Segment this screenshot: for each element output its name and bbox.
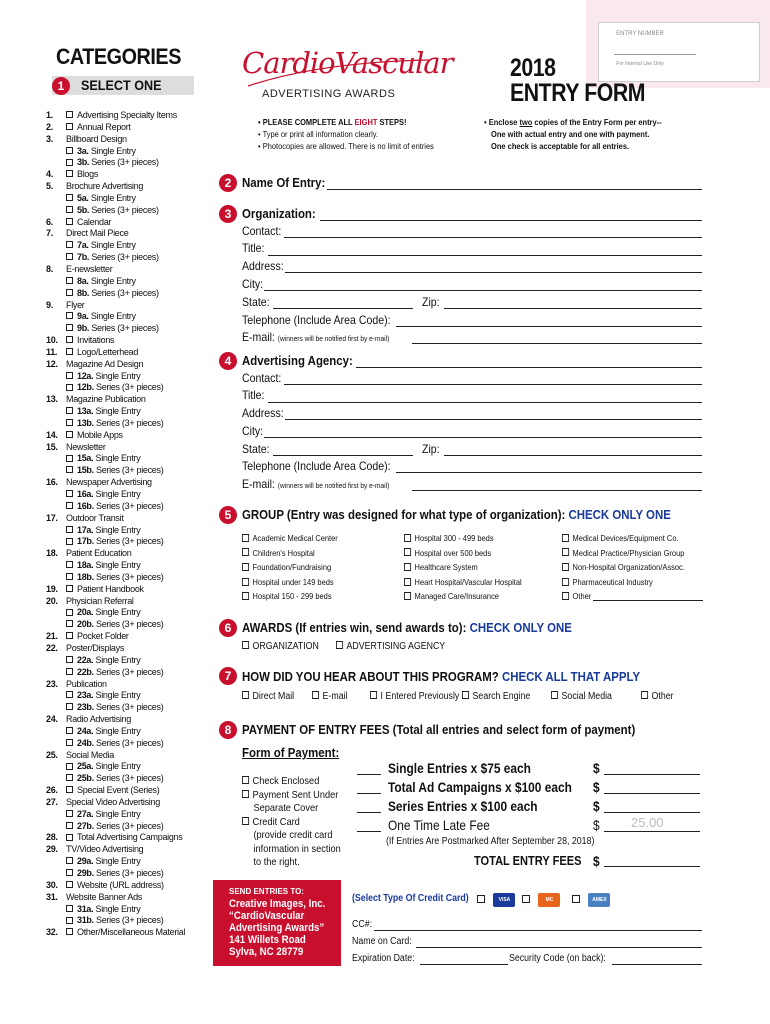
step-2-badge: 2 [219,174,237,192]
step-6-badge: 6 [219,619,237,637]
category-item: 24. Radio Advertising [46,714,131,725]
category-checkbox[interactable] [66,632,73,639]
category-item: 9. Flyer [46,299,85,310]
agency-address-field[interactable] [285,419,702,420]
agency-title-field[interactable] [268,402,702,403]
category-checkbox[interactable] [66,786,73,793]
form-title: ENTRY FORM [510,79,646,107]
agency-zip-label: Zip: [422,442,440,456]
category-item: 7. Direct Mail Piece [46,228,129,239]
category-checkbox[interactable] [66,348,73,355]
category-sub-item[interactable]: 9a. Single Entry [46,311,206,323]
group-checkbox[interactable] [562,578,569,586]
payment-options: Check Enclosed Payment Sent Under Separate Cover Credit Card (provide credit card information in section to the right. [242,775,341,870]
category-sub-item[interactable]: 18b. Series (3+ pieces) [46,572,206,584]
category-checkbox[interactable] [66,123,73,130]
category-sub-checkbox[interactable] [66,869,73,876]
payment-label: PAYMENT OF ENTRY FEES (Total all entries and select form of payment) [242,722,636,737]
amex-icon: AMEX [588,893,610,907]
category-item[interactable]: 19. Patient Handbook [46,583,144,594]
group-checkbox[interactable] [562,534,569,542]
group-option[interactable]: Managed Care/Insurance [404,589,522,604]
category-checkbox[interactable] [66,336,73,343]
other-checkbox[interactable] [641,691,648,699]
category-item: 17. Outdoor Transit [46,512,124,523]
visa-checkbox[interactable] [477,895,485,903]
category-checkbox[interactable] [66,170,73,177]
category-sub-item[interactable]: 22b. Series (3+ pieces) [46,667,206,679]
agency-state-field[interactable] [273,455,413,456]
entered-previously-checkbox[interactable] [370,691,377,699]
series-dollar: $ [593,798,600,814]
agency-field[interactable] [356,367,702,368]
category-sub-item[interactable]: 13a. Single Entry [46,406,206,418]
category-checkbox[interactable] [66,585,73,592]
category-sub-item[interactable]: 24a. Single Entry [46,726,206,738]
category-item: 18. Patient Education [46,548,132,559]
category-sub-checkbox[interactable] [66,490,73,497]
category-sub-checkbox[interactable] [66,822,73,829]
category-item: 12. Magazine Ad Design [46,358,144,369]
org-address-field[interactable] [285,272,702,273]
cc-number-label: CC#: [352,919,373,930]
category-item: 8. E-newsletter [46,263,113,274]
category-item: 31. Website Banner Ads [46,891,142,902]
organization-label: Organization: [242,206,316,221]
send-title: SEND ENTRIES TO: [229,887,304,896]
category-sub-item[interactable]: 16b. Series (3+ pieces) [46,501,206,513]
entry-name-label: Name Of Entry: [242,175,326,190]
entry-number-field[interactable] [614,54,696,55]
single-entries-label: Single Entries x $75 each [388,760,531,776]
category-item: 5. Brochure Advertising [46,181,144,192]
org-contact-label: Contact: [242,224,282,238]
pay-check-checkbox[interactable] [242,776,249,784]
name-on-card-label: Name on Card: [352,936,412,947]
group-checkbox[interactable] [562,563,569,571]
category-sub-item[interactable]: 5b. Series (3+ pieces) [46,205,206,217]
search-engine-checkbox[interactable] [462,691,469,699]
category-sub-checkbox[interactable] [66,538,73,545]
org-contact-field[interactable] [284,237,702,238]
org-city-field[interactable] [264,290,702,291]
agency-address-label: Address: [242,406,284,420]
group-checkbox[interactable] [242,563,249,571]
logo-subtitle: ADVERTISING AWARDS [262,88,396,100]
group-checkbox[interactable] [242,578,249,586]
total-amount-field[interactable] [604,866,700,867]
group-checkbox[interactable] [242,548,249,556]
select-one-label: SELECT ONE [81,77,162,93]
category-item[interactable]: 4. Blogs [46,169,99,180]
pay-sent-checkbox[interactable] [242,790,249,798]
entry-number-label: ENTRY NUMBER [616,31,664,37]
agency-contact-field[interactable] [284,384,702,385]
pay-sent-option[interactable]: Payment Sent Under [242,789,341,803]
category-sub-item[interactable]: 15b. Series (3+ pieces) [46,465,206,477]
category-item: 27. Special Video Advertising [46,796,160,807]
group-option[interactable]: Other [562,589,685,604]
single-qty-field[interactable] [357,774,381,775]
security-code-label: Security Code (on back): [509,953,606,964]
category-item: 16. Newspaper Advertising [46,477,152,488]
org-email-field[interactable] [412,343,702,344]
pay-check-option[interactable]: Check Enclosed [242,775,341,789]
social-media-checkbox[interactable] [551,691,558,699]
group-checkbox[interactable] [562,548,569,556]
category-item[interactable]: 32. Other/Miscellaneous Material [46,927,186,938]
agency-zip-field[interactable] [444,455,702,456]
agency-city-label: City: [242,424,264,438]
step-1-badge: 1 [52,77,70,95]
category-sub-checkbox[interactable] [66,668,73,675]
group-checkbox[interactable] [404,534,411,542]
category-sub-checkbox[interactable] [66,407,73,414]
group-checkbox[interactable] [404,578,411,586]
category-item: 29. TV/Video Advertising [46,844,144,855]
category-sub-checkbox[interactable] [66,289,73,296]
category-sub-checkbox[interactable] [66,419,73,426]
category-sub-item[interactable]: 25b. Series (3+ pieces) [46,773,206,785]
category-sub-item[interactable]: 3a. Single Entry [46,146,206,158]
category-item: 22. Poster/Displays [46,642,125,653]
category-item[interactable]: 26. Special Event (Series) [46,785,160,796]
group-option[interactable]: Hospital 300 - 499 beds [404,531,522,546]
step-8-badge: 8 [219,721,237,739]
award-option-organization[interactable]: ORGANIZATION [242,641,319,652]
category-sub-item[interactable]: 9b. Series (3+ pieces) [46,323,206,335]
category-item[interactable]: 1. Advertising Specialty Items [46,110,177,120]
late-fee-amount: 25.00 [631,815,664,830]
name-on-card-field[interactable] [416,947,702,948]
step-5-badge: 5 [219,506,237,524]
agency-contact-label: Contact: [242,371,282,385]
pay-credit-option[interactable]: Credit Card [242,816,341,830]
category-sub-checkbox[interactable] [66,277,73,284]
org-zip-label: Zip: [422,295,440,309]
group-checkbox[interactable] [404,563,411,571]
entry-name-field[interactable] [327,189,702,190]
org-title-label: Title: [242,241,265,255]
category-sub-item[interactable]: 15a. Single Entry [46,453,206,465]
category-sub-item[interactable]: 17b. Series (3+ pieces) [46,536,206,548]
category-item[interactable]: 6. Calendar [46,216,112,227]
category-sub-item[interactable]: 25a. Single Entry [46,761,206,773]
pay-credit-checkbox[interactable] [242,817,249,825]
email-checkbox[interactable] [312,691,319,699]
category-sub-item[interactable]: 3b. Series (3+ pieces) [46,157,206,169]
category-sub-checkbox[interactable] [66,502,73,509]
hear-label: HOW DID YOU HEAR ABOUT THIS PROGRAM? CHECK ALL THAT APPLY [242,669,641,684]
category-sub-checkbox[interactable] [66,573,73,580]
hear-entered-previously[interactable]: I Entered Previously [370,691,459,702]
category-sub-checkbox[interactable] [66,466,73,473]
hear-other[interactable]: Other [641,691,674,702]
category-item: 3. Billboard Design [46,133,127,144]
late-fee-label: One Time Late Fee [388,817,490,833]
category-sub-checkbox[interactable] [66,455,73,462]
organization-checkbox[interactable] [242,641,249,649]
categories-title: CATEGORIES [56,44,181,69]
expiration-field[interactable] [420,964,508,965]
category-item: 13. Magazine Publication [46,394,146,405]
group-option[interactable]: Hospital under 149 beds [242,575,338,590]
category-sub-checkbox[interactable] [66,526,73,533]
send-address: Creative Images, Inc. “CardioVascular Advertising Awards” 141 Willets Road Sylva, NC 28779 [229,898,326,958]
security-code-field[interactable] [612,964,702,965]
category-checkbox[interactable] [66,431,73,438]
agency-email-field[interactable] [412,490,702,491]
category-sub-checkbox[interactable] [66,774,73,781]
category-sub-checkbox[interactable] [66,620,73,627]
step-4-badge: 4 [219,352,237,370]
category-sub-checkbox[interactable] [66,691,73,698]
category-sub-checkbox[interactable] [66,384,73,391]
category-sub-item[interactable]: 7b. Series (3+ pieces) [46,252,206,264]
category-checkbox[interactable] [66,881,73,888]
category-sub-checkbox[interactable] [66,857,73,864]
single-amount-field[interactable] [604,774,700,775]
logo-swoosh-icon [240,52,440,92]
category-sub-checkbox[interactable] [66,159,73,166]
card-amex-option[interactable] [572,891,610,909]
group-checkbox[interactable] [242,534,249,542]
category-sub-checkbox[interactable] [66,739,73,746]
category-sub-item[interactable]: 29a. Single Entry [46,856,206,868]
category-item: 15. Newsletter [46,441,106,452]
category-sub-item[interactable]: 31b. Series (3+ pieces) [46,915,206,927]
category-sub-item[interactable]: 18a. Single Entry [46,560,206,572]
group-option[interactable]: Children's Hospital [242,546,338,561]
campaign-dollar: $ [593,779,600,795]
category-sub-checkbox[interactable] [66,147,73,154]
card-type-label: (Select Type Of Credit Card) [352,893,469,904]
category-list [46,110,206,939]
category-sub-item[interactable]: 27b. Series (3+ pieces) [46,821,206,833]
agency-phone-field[interactable] [396,472,702,473]
total-dollar: $ [593,853,600,869]
late-fee-dollar: $ [593,817,600,833]
group-checkbox[interactable] [562,592,569,600]
category-sub-item[interactable]: 7a. Single Entry [46,240,206,252]
group-col-3 [562,531,685,604]
group-other-field[interactable] [593,600,703,601]
logo-part-2: Vascular [334,46,453,80]
category-sub-item[interactable]: 16a. Single Entry [46,489,206,501]
direct-mail-checkbox[interactable] [242,691,249,699]
org-phone-field[interactable] [396,326,702,327]
late-fee-amount-field[interactable] [604,831,700,832]
group-option[interactable]: Non-Hospital Organization/Assoc. [562,560,685,575]
agency-phone-label: Telephone (Include Area Code): [242,459,391,473]
group-option[interactable]: Medical Devices/Equipment Co. [562,531,685,546]
group-col-1 [242,531,338,604]
card-mc-option[interactable] [522,891,560,909]
awards-label: AWARDS (If entries win, send awards to): CHECK ONLY ONE [242,620,572,635]
category-sub-checkbox[interactable] [66,810,73,817]
award-option-agency[interactable]: ADVERTISING AGENCY [336,641,445,652]
org-state-field[interactable] [273,308,413,309]
org-email-label: E-mail: (winners will be notified first by e-mail) [242,330,390,344]
category-sub-checkbox[interactable] [66,917,73,924]
category-sub-item[interactable]: 8b. Series (3+ pieces) [46,288,206,300]
hear-email[interactable]: E-mail [312,691,348,702]
mastercard-checkbox[interactable] [522,895,530,903]
instructions-right: • Enclose two copies of the Entry Form per entry-- One with actual entry and one with payment. One check is acceptable for all entries. [484,117,662,151]
category-sub-item[interactable]: 29b. Series (3+ pieces) [46,868,206,880]
amex-checkbox[interactable] [572,895,580,903]
category-sub-item[interactable]: 8a. Single Entry [46,276,206,288]
group-col-2 [404,531,522,604]
hear-social-media[interactable]: Social Media [551,691,612,702]
group-option[interactable]: Pharmaceutical Industry [562,575,685,590]
category-sub-checkbox[interactable] [66,561,73,568]
cc-number-field[interactable] [374,930,702,931]
logo-part-1: Cardio [242,46,335,80]
category-sub-item[interactable]: 12a. Single Entry [46,371,206,383]
agency-label: Advertising Agency: [242,353,353,368]
group-option[interactable]: Foundation/Fundraising [242,560,338,575]
category-item: 20. Physician Referral [46,595,134,606]
group-option[interactable]: Healthcare System [404,560,522,575]
category-sub-checkbox[interactable] [66,905,73,912]
late-fee-qty-field[interactable] [357,831,381,832]
org-zip-field[interactable] [444,308,702,309]
category-sub-checkbox[interactable] [66,253,73,260]
series-amount-field[interactable] [604,812,700,813]
category-sub-checkbox[interactable] [66,763,73,770]
category-item[interactable]: 2. Annual Report [46,121,131,132]
category-item[interactable]: 11. Logo/Letterhead [46,346,139,357]
category-sub-item[interactable]: 27a. Single Entry [46,809,206,821]
step-7-badge: 7 [219,667,237,685]
category-checkbox[interactable] [66,111,73,118]
category-sub-checkbox[interactable] [66,656,73,663]
category-item: 23. Publication [46,678,107,689]
group-option[interactable]: Hospital 150 - 299 beds [242,589,338,604]
expiration-label: Expiration Date: [352,953,415,964]
agency-city-field[interactable] [264,437,702,438]
category-sub-item[interactable]: 13b. Series (3+ pieces) [46,418,206,430]
late-fee-note: (If Entries Are Postmarked After September 28, 2018) [386,836,595,847]
mastercard-icon: MC [538,893,560,907]
total-ad-campaigns-label: Total Ad Campaigns x $100 each [388,779,572,795]
category-sub-checkbox[interactable] [66,194,73,201]
group-option[interactable]: Academic Medical Center [242,531,338,546]
category-sub-checkbox[interactable] [66,609,73,616]
group-checkbox[interactable] [404,548,411,556]
org-state-label: State: [242,295,270,309]
category-sub-item[interactable]: 24b. Series (3+ pieces) [46,738,206,750]
category-checkbox[interactable] [66,928,73,935]
category-item[interactable]: 14. Mobile Apps [46,429,123,440]
agency-title-label: Title: [242,388,265,402]
category-sub-checkbox[interactable] [66,206,73,213]
category-sub-item[interactable]: 22a. Single Entry [46,655,206,667]
group-checkbox[interactable] [242,592,249,600]
single-dollar: $ [593,760,600,776]
instructions-left: • PLEASE COMPLETE ALL EIGHT STEPS! • Type or print all information clearly. • Photocopies are allowed. There is no limit of entries [258,117,434,151]
form-of-payment-label: Form of Payment: [242,745,340,760]
category-item[interactable]: 28. Total Advertising Campaigns [46,832,183,843]
agency-state-label: State: [242,442,270,456]
org-address-label: Address: [242,259,284,273]
group-option[interactable]: Medical Practice/Physician Group [562,546,685,561]
org-phone-label: Telephone (Include Area Code): [242,313,391,327]
category-sub-checkbox[interactable] [66,703,73,710]
hear-direct-mail[interactable]: Direct Mail [242,691,294,702]
series-qty-field[interactable] [357,812,381,813]
category-item[interactable]: 30. Website (URL address) [46,879,164,890]
group-option[interactable]: Hospital over 500 beds [404,546,522,561]
category-sub-checkbox[interactable] [66,372,73,379]
category-sub-item[interactable]: 23b. Series (3+ pieces) [46,702,206,714]
category-checkbox[interactable] [66,218,73,225]
category-sub-checkbox[interactable] [66,324,73,331]
category-sub-checkbox[interactable] [66,241,73,248]
category-sub-item[interactable]: 31a. Single Entry [46,904,206,916]
category-sub-item[interactable]: 5a. Single Entry [46,193,206,205]
category-item[interactable]: 21. Pocket Folder [46,631,129,642]
category-sub-checkbox[interactable] [66,727,73,734]
series-entries-label: Series Entries x $100 each [388,798,538,814]
total-fees-label: TOTAL ENTRY FEES [474,853,582,868]
category-item[interactable]: 10. Invitations [46,335,115,346]
office-use-label: For Internal Use Only [616,61,664,67]
group-label: GROUP (Entry was designed for what type of organization): CHECK ONLY ONE [242,507,671,522]
category-checkbox[interactable] [66,834,73,841]
visa-icon: VISA [493,893,515,907]
group-option[interactable]: Heart Hospital/Vascular Hospital [404,575,522,590]
campaign-amount-field[interactable] [604,793,700,794]
organization-field[interactable] [320,220,702,221]
agency-email-label: E-mail: (winners will be notified first by e-mail) [242,477,390,491]
hear-search-engine[interactable]: Search Engine [462,691,530,702]
category-item: 25. Social Media [46,749,114,760]
agency-checkbox[interactable] [336,641,343,649]
category-sub-item[interactable]: 12b. Series (3+ pieces) [46,382,206,394]
category-sub-item[interactable]: 20b. Series (3+ pieces) [46,619,206,631]
category-sub-item[interactable]: 23a. Single Entry [46,690,206,702]
org-title-field[interactable] [268,255,702,256]
step-3-badge: 3 [219,205,237,223]
category-sub-item[interactable]: 17a. Single Entry [46,525,206,537]
form-year: 2018 [510,54,556,82]
group-checkbox[interactable] [404,592,411,600]
campaign-qty-field[interactable] [357,793,381,794]
category-sub-checkbox[interactable] [66,312,73,319]
category-sub-item[interactable]: 20a. Single Entry [46,607,206,619]
card-visa-option[interactable] [477,891,515,909]
org-city-label: City: [242,277,264,291]
